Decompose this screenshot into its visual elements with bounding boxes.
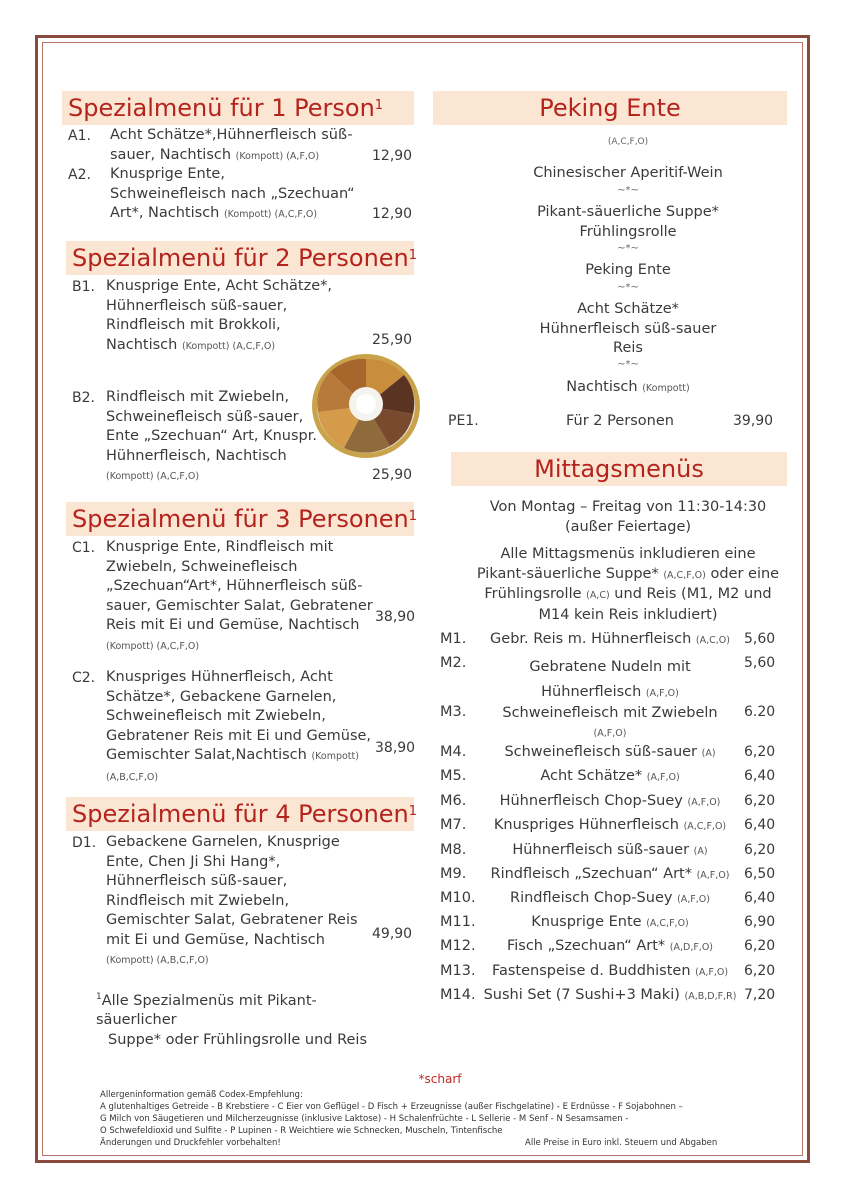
item-price: 12,90 [372,206,413,222]
item-description: Rindfleisch mit Zwiebeln, Schweinefleisch süß-sauer, Ente „Szechuan“ Art, Knuspr. Hühnerfleisch, Nachtisch (Kompott) (A,C,F,O) [106,389,317,482]
section-header-4-persons: Spezialmenü für 4 Personen$^1$ [66,797,414,831]
special-menu-footnote: $^1$Alle Spezialmenüs mit Pikant-säuerlicher Suppe* oder Frühlingsrolle und Reis [96,992,368,1048]
item-price: 38,90 [375,609,416,625]
course-separator: ~*~ [617,243,639,254]
lunch-item: M12. Fisch „Szechuan“ Art* (A,D,F,O) 6,20 [440,938,776,954]
course-aperitif: Chinesischer Aperitif-Wein [533,165,723,181]
allergen-line: O Schwefeldioxid und Sulfite - P Lupinen - R Weichtiere wie Schnecken, Muscheln, Tintenfische [100,1126,503,1136]
food-platter-image [310,350,422,462]
course-soup-or-roll: Pikant-säuerliche Suppe* Frühlingsrolle [537,204,719,240]
item-code: C1. [72,540,96,556]
section-header-2-persons: Spezialmenü für 2 Personen$^1$ [66,241,414,275]
item-code: PE1. [448,413,479,429]
course-separator: ~*~ [617,185,639,196]
allergen-line: G Milch von Säugetieren und Milcherzeugnisse (inklusive Laktose) - H Schalenfrüchte - L Sellerie - M Senf - N Sesamsamen - [100,1114,629,1124]
item-code: B2. [72,390,95,406]
lunch-item: M11. Knusprige Ente (A,C,F,O) 6,90 [440,914,776,930]
item-price: 25,90 [372,467,413,483]
section-header-3-persons: Spezialmenü für 3 Personen$^1$ [66,502,414,536]
lunch-item: M4. Schweinefleisch süß-sauer (A) 6,20 [440,744,776,760]
item-price: 39,90 [733,413,774,429]
item-description: Knuspriges Hühnerfleisch, Acht Schätze*, Gebackene Garnelen, Schweinefleisch mit Zwiebeln, Gebratener Reis mit Ei und Gemüse, Gemischter Salat,Nachtisch (Kompott) (A,B,C,F,O) [106,669,372,783]
lunch-item: M1. Gebr. Reis m. Hühnerfleisch (A,C,O) 5,60 [440,631,776,647]
lunch-item: M14. Sushi Set (7 Sushi+3 Maki) (A,B,D,F,R) 7,20 [440,987,776,1003]
item-code: A2. [68,167,91,183]
lunch-item: M7. Knuspriges Hühnerfleisch (A,C,F,O) 6,40 [440,817,776,833]
lunch-item: M2. Gebratene Nudeln mit Hühnerfleisch (A,F,O) 5,60 [440,655,776,700]
item-price: 25,90 [372,332,413,348]
section-header-mittagsmenus: Mittagsmenüs [451,452,787,486]
disclaimer: Änderungen und Druckfehler vorbehalten! [100,1138,281,1148]
item-code: C2. [72,670,96,686]
item-code: D1. [72,835,97,851]
item-code: B1. [72,279,95,295]
section-header-1-person: Spezialmenü für 1 Person$^1$ [62,91,414,125]
item-description: Acht Schätze*,Hühnerfleisch süß- sauer, Nachtisch (Kompott) (A,F,O) [110,127,353,163]
lunch-item: M13. Fastenspeise d. Buddhisten (A,F,O) 6,20 [440,963,776,979]
course-peking-duck: Peking Ente [585,262,671,278]
course-main: Acht Schätze* Hühnerfleisch süß-sauer Reis [539,301,717,356]
item-code: A1. [68,128,91,144]
allergen-heading: Allergeninformation gemäß Codex-Empfehlung: [100,1090,303,1100]
item-description: Gebackene Garnelen, Knusprige Ente, Chen Ji Shi Hang*, Hühnerfleisch süß-sauer, Rindfleisch mit Zwiebeln, Gemischter Salat, Gebratener Reis mit Ei und Gemüse, Nachtisch (Kompott) (A,B,C,F,O) [106,834,358,966]
lunch-item: M8. Hühnerfleisch süß-sauer (A) 6,20 [440,842,776,858]
item-description: Für 2 Personen [566,413,674,429]
item-price: 38,90 [375,740,416,756]
course-separator: ~*~ [617,282,639,293]
lunch-item: M6. Hühnerfleisch Chop-Suey (A,F,O) 6,20 [440,793,776,809]
item-description: Knusprige Ente, Schweinefleisch nach „Szechuan“ Art*, Nachtisch (Kompott) (A,C,F,O) [110,166,355,221]
lunch-item: M3. Schweinefleisch mit Zwiebeln (A,F,O) 6.20 [440,704,776,739]
price-note: Alle Preise in Euro inkl. Steuern und Abgaben [525,1138,718,1148]
allergen-line: A glutenhaltiges Getreide - B Krebstiere - C Eier von Geflügel - D Fisch + Erzeugnisse (außer Fischgelatine) - E Erdnüsse - F Sojabohnen – [100,1102,683,1112]
lunch-hours: Von Montag – Freitag von 11:30-14:30 (außer Feiertage) [489,499,767,535]
course-dessert: Nachtisch (Kompott) [566,379,690,395]
item-description: Knusprige Ente, Rindfleisch mit Zwiebeln, Schweinefleisch „Szechuan“Art*, Hühnerfleisch süß- sauer, Gemischter Salat, Gebratener Reis mit Ei und Gemüse, Nachtisch (Kompott) (A,C,F,O) [106,539,373,652]
item-price: 49,90 [372,926,413,942]
allergen-note: (A,C,F,O) [607,137,649,147]
spicy-legend: *scharf [418,1072,462,1086]
lunch-inclusions: Alle Mittagsmenüs inkludieren eine Pikant-säuerliche Suppe* (A,C,F,O) oder eine Frühlingsrolle (A,C) und Reis (M1, M2 und M14 kein Reis inkludiert) [476,546,780,623]
course-separator: ~*~ [617,359,639,370]
item-price: 12,90 [372,148,413,164]
lunch-item: M10. Rindfleisch Chop-Suey (A,F,O) 6,40 [440,890,776,906]
lunch-item: M5. Acht Schätze* (A,F,O) 6,40 [440,768,776,784]
lunch-item: M9. Rindfleisch „Szechuan“ Art* (A,F,O) 6,50 [440,866,776,882]
section-header-peking-ente: Peking Ente [433,91,787,125]
item-description: Knusprige Ente, Acht Schätze*, Hühnerfleisch süß-sauer, Rindfleisch mit Brokkoli, Nachtisch (Kompott) (A,C,F,O) [106,278,332,353]
